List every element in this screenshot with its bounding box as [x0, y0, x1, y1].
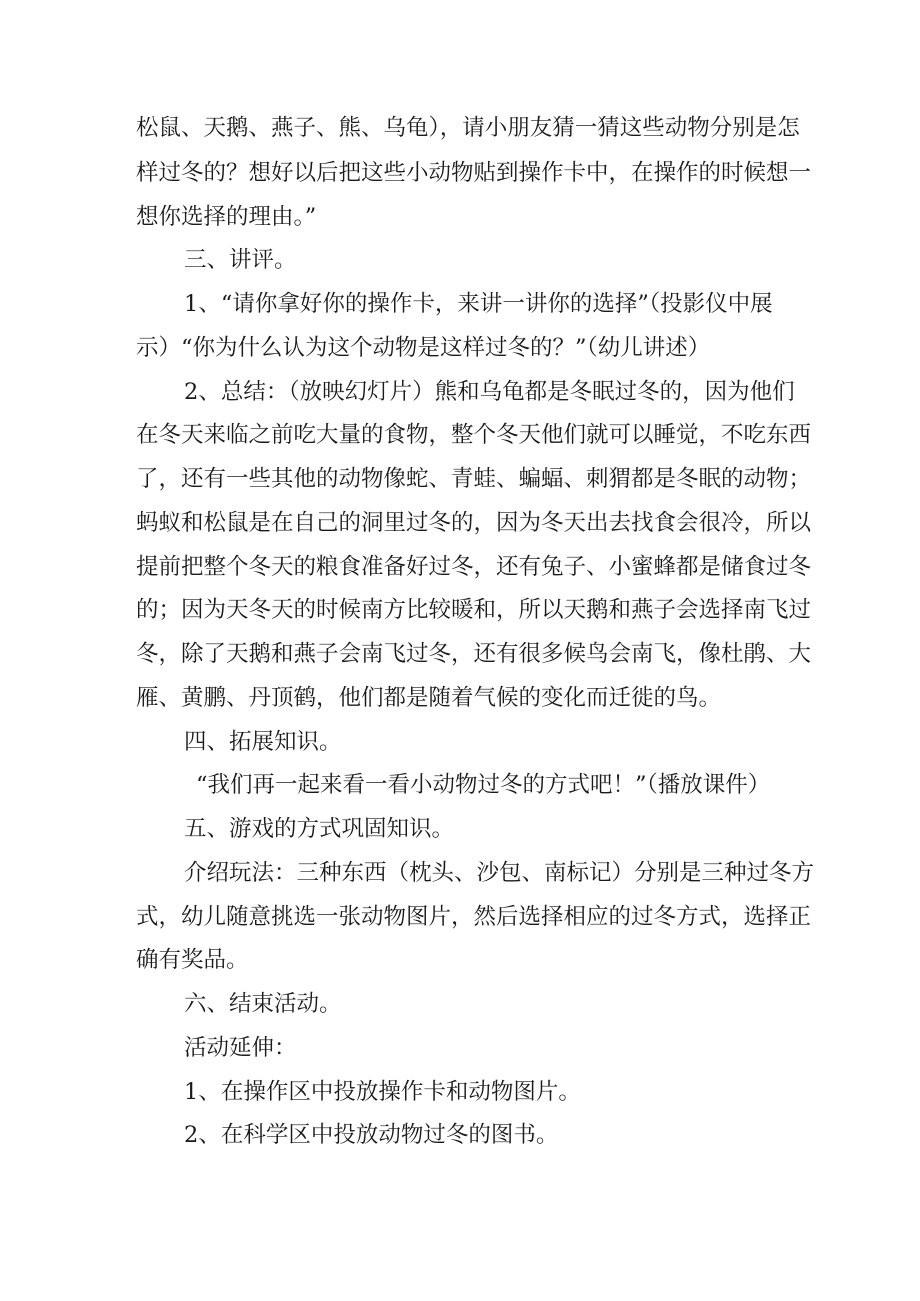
text-line: 的；因为天冬天的时候南方比较暖和，所以天鹅和燕子会选择南飞过 [136, 597, 812, 623]
text-line: 雁、黄鹏、丹顶鹤，他们都是随着气候的变化而迁徙的鸟。 [136, 685, 722, 711]
text-line: 示）“你为什么认为这个动物是这样过冬的？”（幼儿讲述） [136, 335, 711, 361]
section-heading: 六、结束活动。 [184, 991, 342, 1017]
text-line: 冬，除了天鹅和燕子会南飞过冬，还有很多候鸟会南飞，像杜鹃、大 [136, 641, 812, 667]
section-heading: 四、拓展知识。 [184, 729, 342, 755]
text-line: 提前把整个冬天的粮食准备好过冬，还有兔子、小蜜蜂都是储食过冬 [136, 554, 812, 580]
text-line: “我们再一起来看一看小动物过冬的方式吧！”（播放课件） [196, 772, 771, 798]
text-line: 式，幼儿随意挑选一张动物图片，然后选择相应的过冬方式，选择正 [136, 904, 812, 930]
list-item: 1、在操作区中投放操作卡和动物图片。 [184, 1079, 581, 1105]
text-line: 2、总结：（放映幻灯片）熊和乌龟都是冬眠过冬的，因为他们 [184, 379, 795, 405]
text-line: 介绍玩法：三种东西（枕头、沙包、南标记）分别是三种过冬方 [184, 860, 815, 886]
text-line: 了，还有一些其他的动物像蛇、青蛙、蝙蝠、刺猬都是冬眠的动物； [136, 466, 812, 492]
section-heading: 五、游戏的方式巩固知识。 [184, 816, 455, 842]
text-line: 在冬天来临之前吃大量的食物，整个冬天他们就可以睡觉，不吃东西 [136, 422, 812, 448]
text-line: 想你选择的理由。” [136, 204, 317, 230]
section-heading: 三、讲评。 [184, 247, 297, 273]
text-line: 1、“请你拿好你的操作卡，来讲一讲你的选择”（投影仪中展 [184, 291, 773, 317]
text-line: 活动延伸： [184, 1035, 297, 1061]
text-line: 蚂蚁和松鼠是在自己的洞里过冬的，因为冬天出去找食会很冷，所以 [136, 510, 812, 536]
list-item: 2、在科学区中投放动物过冬的图书。 [184, 1122, 559, 1148]
text-line: 确有奖品。 [136, 947, 249, 973]
text-line: 样过冬的？想好以后把这些小动物贴到操作卡中，在操作的时候想一 [136, 160, 812, 186]
text-line: 松鼠、天鹅、燕子、熊、乌龟），请小朋友猜一猜这些动物分别是怎 [136, 115, 800, 141]
